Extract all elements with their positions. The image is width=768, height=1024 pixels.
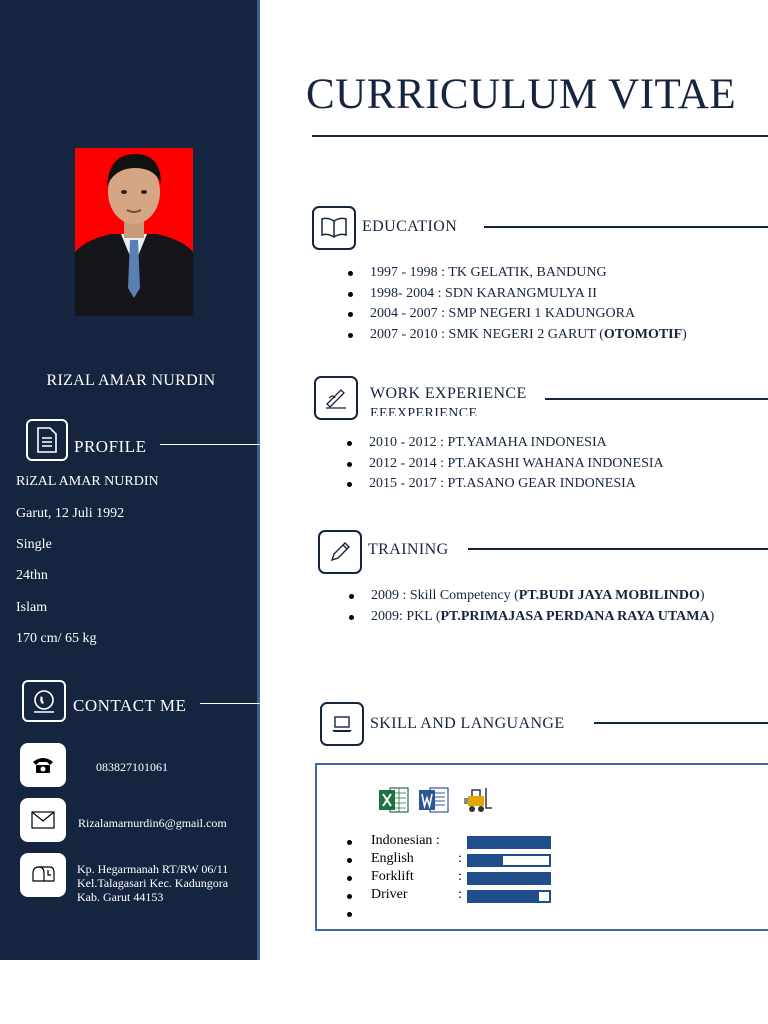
work-heading-duplicate: EEEXPERIENCE <box>370 406 478 416</box>
skill-level-fill <box>469 874 549 883</box>
bullet <box>347 912 352 917</box>
sidebar <box>0 0 260 960</box>
skill-level-bar <box>467 854 551 867</box>
skill-label: English <box>371 851 414 866</box>
phone-number[interactable]: 083827101061 <box>96 760 168 774</box>
mailbox-icon <box>20 853 66 897</box>
page-title: CURRICULUM VITAE <box>306 71 737 118</box>
skill-colon: : <box>458 851 462 866</box>
writing-hand-icon <box>314 376 358 420</box>
skill-level-bar <box>467 872 551 885</box>
profile-photo <box>75 148 193 316</box>
list-item: 2012 - 2014 : PT.AKASHI WAHANA INDONESIA <box>345 454 664 475</box>
training-divider <box>468 548 768 550</box>
list-item: 2007 - 2010 : SMK NEGERI 2 GARUT (OTOMOTIF) <box>346 325 687 346</box>
list-item: 2009 : Skill Competency (PT.BUDI JAYA MOBILINDO) <box>347 586 714 607</box>
work-divider <box>545 398 768 400</box>
skill-level-fill <box>469 892 539 901</box>
contact-divider <box>200 703 260 704</box>
profile-heading: PROFILE <box>74 437 147 456</box>
laptop-icon <box>320 702 364 746</box>
profile-birth: Garut, 12 Juli 1992 <box>16 506 125 521</box>
skill-label: Driver <box>371 887 408 902</box>
bullet <box>347 840 352 845</box>
skill-colon: : <box>458 869 462 884</box>
skill-level-bar <box>467 890 551 903</box>
work-heading: WORK EXPERIENCE <box>370 385 527 402</box>
excel-icon <box>378 784 410 816</box>
email-address[interactable]: Rizalamarnurdin6@gmail.com <box>78 816 227 830</box>
list-item: 1997 - 1998 : TK GELATIK, BANDUNG <box>346 263 687 284</box>
pencil-icon <box>318 530 362 574</box>
profile-name: RiZAL AMAR NURDIN <box>16 474 159 489</box>
list-item: 2015 - 2017 : PT.ASANO GEAR INDONESIA <box>345 474 664 495</box>
profile-height-weight: 170 cm/ 65 kg <box>16 631 97 646</box>
address-line: Kab. Garut 44153 <box>77 890 164 904</box>
forklift-icon <box>462 784 494 816</box>
book-icon <box>312 206 356 250</box>
education-divider <box>484 226 768 228</box>
skill-label: Indonesian : <box>371 833 440 848</box>
bullet <box>347 858 352 863</box>
skill-colon: : <box>458 887 462 902</box>
list-item: 1998- 2004 : SDN KARANGMULYA II <box>346 284 687 305</box>
skill-level-fill <box>469 838 549 847</box>
profile-religion: Islam <box>16 600 48 615</box>
list-item: 2010 - 2012 : PT.YAMAHA INDONESIA <box>345 433 664 454</box>
training-list <box>347 586 714 627</box>
skills-heading: SKILL AND LANGUANGE <box>370 715 565 732</box>
work-list <box>345 433 664 495</box>
bullet <box>347 876 352 881</box>
contact-book-icon <box>22 680 66 722</box>
title-divider <box>312 135 768 137</box>
profile-status: Single <box>16 537 52 552</box>
bullet <box>347 894 352 899</box>
training-heading: TRAINING <box>368 541 449 558</box>
list-item: 2009: PKL (PT.PRIMAJASA PERDANA RAYA UTAMA) <box>347 607 714 628</box>
education-list <box>346 263 687 346</box>
skills-divider <box>594 722 768 724</box>
address-line: Kel.Talagasari Kec. Kadungora <box>77 876 229 890</box>
phone-icon <box>20 743 66 787</box>
education-heading: EDUCATION <box>362 218 458 235</box>
contact-heading: CONTACT ME <box>73 696 187 715</box>
address <box>77 862 228 904</box>
full-name: RIZAL AMAR NURDIN <box>46 372 216 389</box>
skill-level-bar <box>467 836 551 849</box>
document-icon <box>26 419 68 461</box>
skill-label: Forklift <box>371 869 414 884</box>
skill-level-fill <box>469 856 503 865</box>
word-icon <box>418 784 450 816</box>
profile-divider <box>160 444 260 445</box>
profile-age: 24thn <box>16 568 48 583</box>
address-line: Kp. Hegarmanah RT/RW 06/11 <box>77 862 229 876</box>
mail-icon <box>20 798 66 842</box>
list-item: 2004 - 2007 : SMP NEGERI 1 KADUNGORA <box>346 304 687 325</box>
